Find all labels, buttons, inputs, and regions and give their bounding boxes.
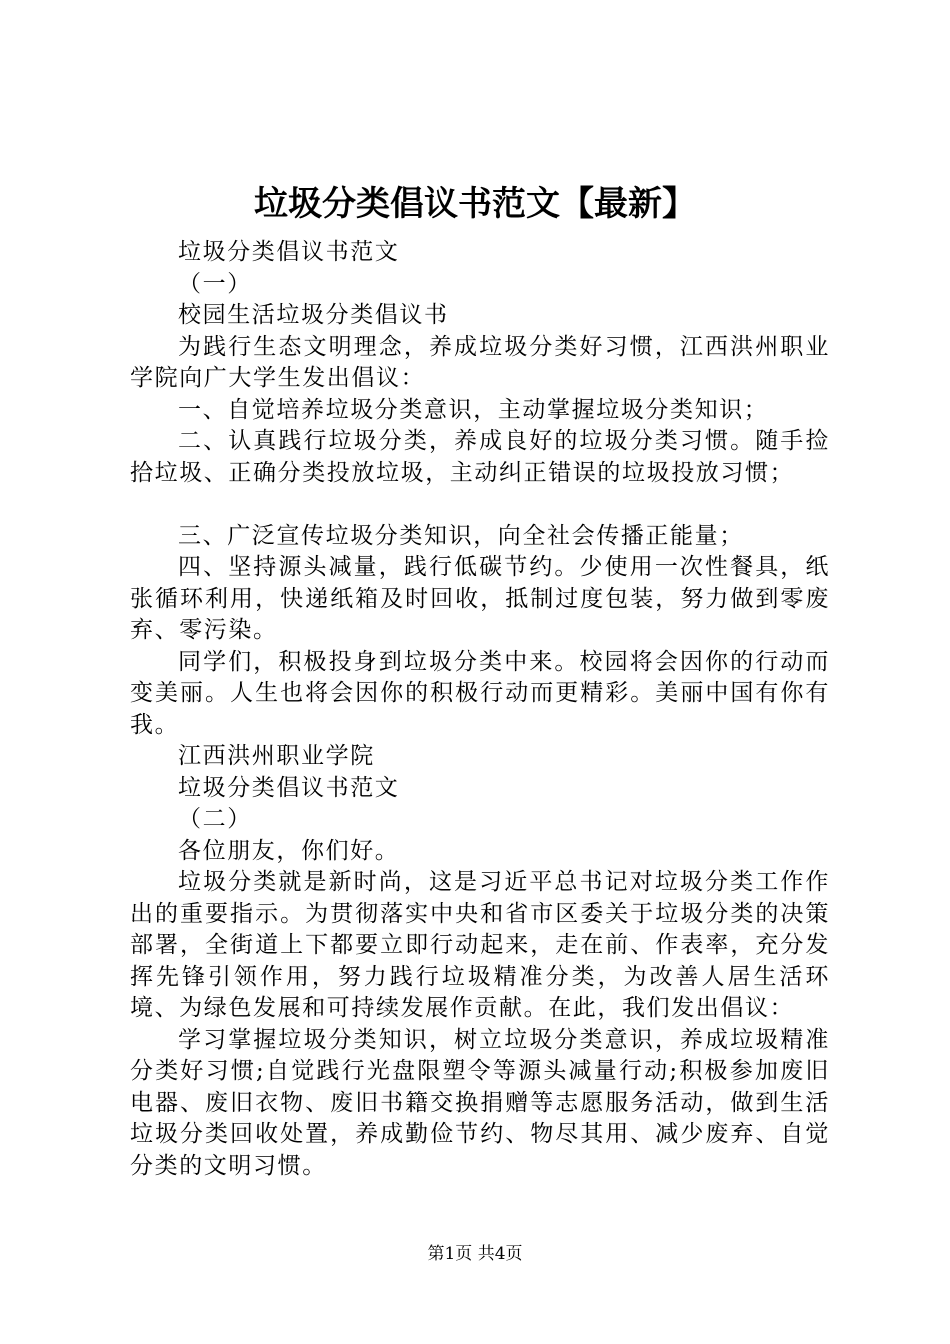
paragraph: 垃圾分类倡议书范文	[178, 239, 400, 265]
document-body	[130, 237, 830, 1182]
paragraph: 四、坚持源头减量，践行低碳节约。少使用一次性餐具，纸张循环利用，快递纸箱及时回收，抵制过度包装，努力做到零废弃、零污染。	[130, 554, 830, 643]
paragraph: 为践行生态文明理念，养成垃圾分类好习惯，江西洪州职业学院向广大学生发出倡议：	[130, 333, 830, 391]
paragraph: 校园生活垃圾分类倡议书	[178, 302, 449, 328]
paragraph: （二）	[178, 806, 252, 832]
paragraph: 一、自觉培养垃圾分类意识，主动掌握垃圾分类知识；	[178, 396, 769, 423]
page-number-footer: 第1页 共4页	[427, 1244, 523, 1264]
paragraph: 垃圾分类倡议书范文	[178, 774, 400, 801]
paragraph: 垃圾分类就是新时尚，这是习近平总书记对垃圾分类工作作出的重要指示。为贯彻落实中央和省市区委关于垃圾分类的决策部署，全街道上下都要立即行动起来，走在前、作表率，充分发挥先锋引领作用，努力践行垃圾精准分类，为改善人居生活环境、为绿色发展和可持续发展作贡献。在此，我们发出倡议：	[130, 869, 830, 1021]
paragraph: 江西洪州职业学院	[178, 743, 375, 769]
paragraph: 二、认真践行垃圾分类，养成良好的垃圾分类习惯。随手捡拾垃圾、正确分类投放垃圾，主动纠正错误的垃圾投放习惯；	[130, 428, 830, 486]
paragraph: 学习掌握垃圾分类知识，树立垃圾分类意识，养成垃圾精准分类好习惯;自觉践行光盘限塑令等源头减量行动;积极参加废旧电器、废旧衣物、废旧书籍交换捐赠等志愿服务活动，做到生活垃圾分类回收处置，养成勤俭节约、物尽其用、减少废弃、自觉分类的文明习惯。	[130, 1026, 830, 1179]
paragraph: 同学们，积极投身到垃圾分类中来。校园将会因你的行动而变美丽。人生也将会因你的积极行动而更精彩。美丽中国有你有我。	[130, 648, 830, 738]
paragraph: （一）	[178, 270, 252, 297]
blank-line	[130, 489, 830, 521]
paragraph: 各位朋友，你们好。	[178, 837, 400, 864]
paragraph: 三、广泛宣传垃圾分类知识，向全社会传播正能量；	[178, 522, 744, 549]
document-title: 垃圾分类倡议书范文【最新】	[254, 184, 696, 224]
